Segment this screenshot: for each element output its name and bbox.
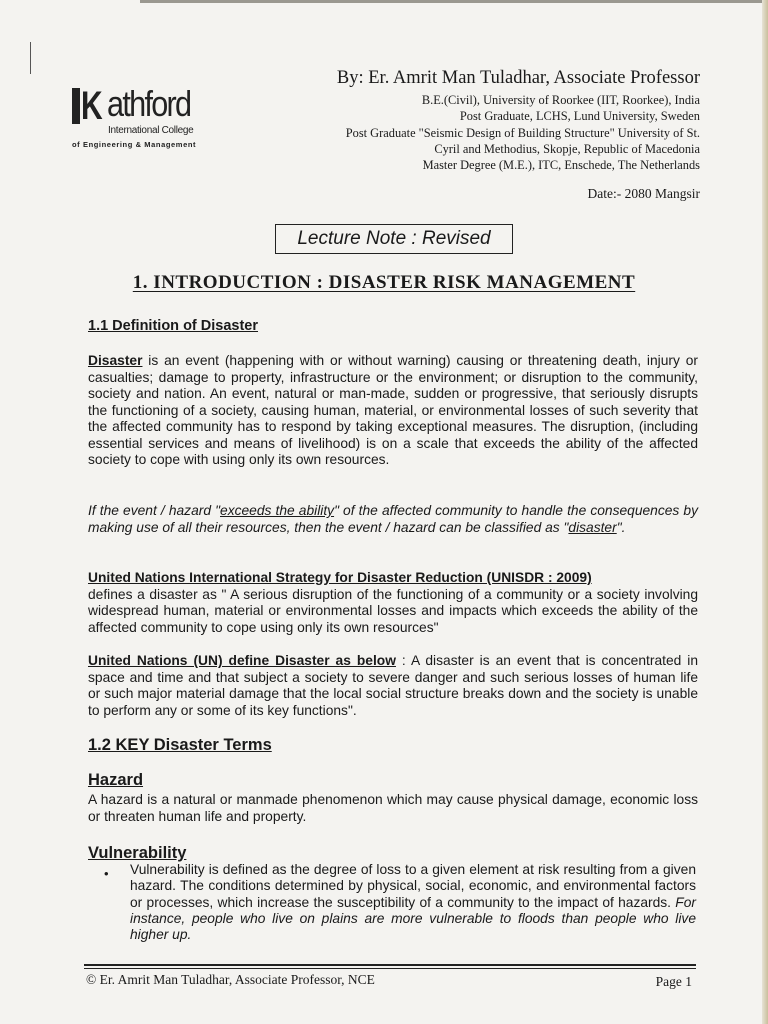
logo-subtitle: International College: [108, 125, 194, 136]
logo-tagline: of Engineering & Management: [72, 140, 197, 149]
margin-mark: [30, 42, 31, 74]
footer-copyright: © Er. Amrit Man Tuladhar, Associate Professor, NCE: [86, 972, 375, 987]
hazard-paragraph: A hazard is a natural or manmade phenomenon which may cause physical damage, economic loss or threaten human life and property.: [88, 792, 698, 824]
qualification-line: Master Degree (M.E.), ITC, Enschede, The Netherlands: [422, 158, 700, 173]
college-logo: [72, 83, 222, 158]
author-line: By: Er. Amrit Man Tuladhar, Associate Professor: [336, 68, 700, 88]
author-qualifications: [346, 92, 700, 173]
definition-text: is an event (happening with or without warning) causing or threatening death, injury or casualties; damage to property, infrastructure or the environment; or disruption to the community, society and nation. An event, natural or man-made, sudden or progressive, that seriously disrupts the functioning of a society, causing human, material, or environmental losses of such severity that the affected community has to respond by taking exceptional measures. The disruption, (including essential services and means of livelihood) is on a scale that exceeds the ability of the affected society to cope with using only its own resources.: [88, 353, 698, 467]
note-text: If the event / hazard ": [88, 503, 221, 518]
vulnerability-text: Vulnerability is defined as the degree of loss to a given element at risk resulting from a given hazard. The conditions determined by physical, social, economic, and environmental factors or processes, which increase the susceptibility of a community to the impact of hazards.: [130, 862, 696, 910]
un-heading: United Nations (UN) define Disaster as below: [88, 653, 396, 668]
footer-rule: [84, 968, 696, 969]
vulnerability-heading: Vulnerability: [88, 844, 187, 862]
italic-note-paragraph: [88, 503, 698, 536]
qualification-line: Post Graduate "Seismic Design of Building Structure" University of St.: [345, 125, 700, 140]
bullet-icon: •: [104, 866, 109, 881]
footer-rule: [84, 964, 696, 966]
qualification-line: Post Graduate, LCHS, Lund University, Sweden: [459, 109, 700, 124]
section-heading-definition: 1.1 Definition of Disaster: [88, 318, 259, 334]
page-title: [0, 272, 768, 294]
note-emphasis: exceeds the ability: [220, 503, 335, 518]
note-emphasis: disaster: [568, 519, 617, 535]
qualification-line: Cyril and Methodius, Skopje, Republic of Macedonia: [434, 141, 700, 156]
un-text: : A disaster is an event that is concentrated in space and time and that subject a society to severe danger and such serious losses of human life or such major material damage that the local social structure breaks down and the society is unable to perform any or some of its key functions".: [88, 653, 699, 718]
unisdr-heading: United Nations International Strategy for Disaster Reduction (UNISDR : 2009): [88, 570, 592, 585]
vulnerability-example: For instance, people who live on plains are more vulnerable to floods than people who live higher up.: [130, 894, 696, 943]
qualification-line: B.E.(Civil), University of Roorkee (IIT, Roorkee), India: [421, 93, 700, 107]
page-top-edge: [140, 0, 768, 3]
note-text: " of the affected community to handle the consequences by making use of all their resources, then the event / hazard can be classified as ": [88, 503, 698, 535]
logo-wordmark: athford: [107, 83, 191, 124]
note-text: ".: [616, 519, 626, 535]
document-date: Date:- 2080 Mangsir: [587, 186, 700, 201]
hazard-heading: Hazard: [88, 771, 144, 789]
un-paragraph: [88, 653, 698, 719]
lecture-note-label: Lecture Note : Revised: [275, 224, 513, 254]
disaster-definition-paragraph: [88, 353, 698, 469]
term-disaster: Disaster: [88, 353, 143, 368]
logo-bar: [72, 88, 80, 124]
page-title-text: 1. INTRODUCTION : DISASTER RISK MANAGEMENT: [132, 272, 636, 293]
vulnerability-paragraph: [130, 862, 696, 943]
unisdr-paragraph: [88, 570, 698, 636]
page-number: Page 1: [655, 974, 692, 989]
unisdr-text: defines a disaster as " A serious disruption of the functioning of a community or a society involving widespread human, material or environmental losses and impacts which exceeds the ability of the affected community to cope using only its own resources": [88, 586, 698, 635]
page-right-edge: [762, 0, 768, 1024]
section-heading-key-terms: 1.2 KEY Disaster Terms: [88, 736, 272, 754]
logo-k: K: [81, 84, 103, 128]
